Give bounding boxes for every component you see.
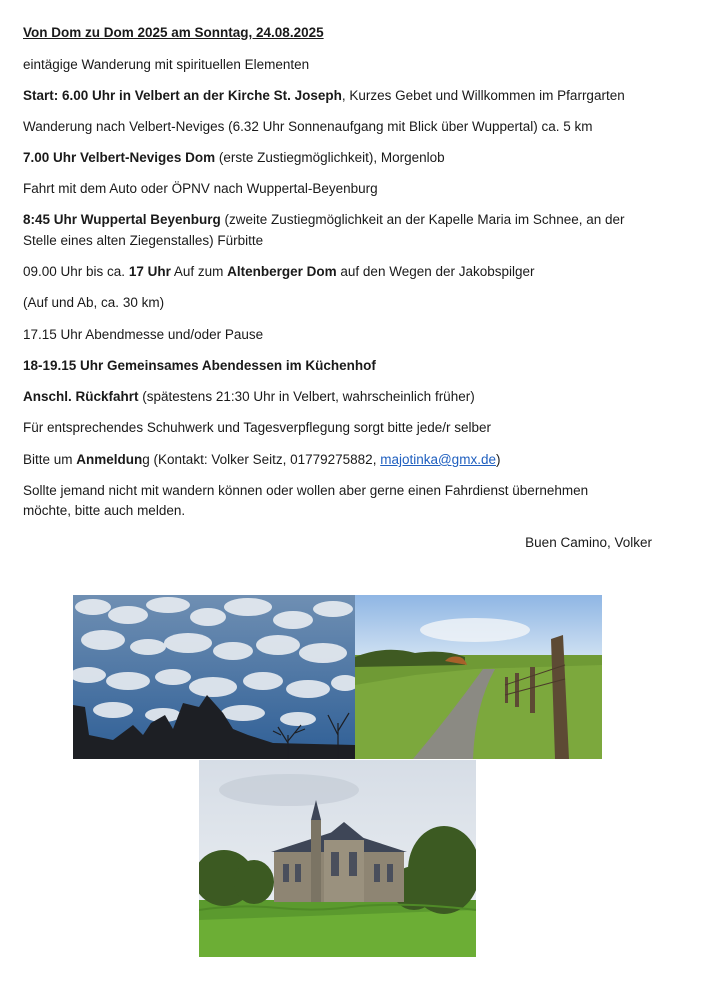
clouds-church-illustration xyxy=(73,595,355,759)
subtitle: eintägige Wanderung mit spirituellen Elementen xyxy=(23,57,310,72)
register-a: Bitte um xyxy=(23,452,77,467)
walk2-c: Auf zum xyxy=(170,264,228,279)
photo-clouds-church xyxy=(73,595,355,759)
email-link[interactable]: majotinka@gmx.de xyxy=(380,452,496,467)
return-line xyxy=(23,388,475,406)
walk2-e: auf den Wegen der Jakobspilger xyxy=(336,264,535,279)
photo-meadow-path xyxy=(355,595,602,759)
return-rest: (spätestens 21:30 Uhr in Velbert, wahrscheinlich früher) xyxy=(138,389,475,404)
register-line xyxy=(23,451,500,469)
beyenburg-line xyxy=(23,211,625,229)
walk2-line xyxy=(23,263,535,281)
register-c: g (Kontakt: Volker Seitz, 01779275882, xyxy=(142,452,381,467)
start-line xyxy=(23,87,625,105)
walk2-a: 09.00 Uhr bis ca. xyxy=(23,264,129,279)
walk2-d: Altenberger Dom xyxy=(227,264,337,279)
dinner-line: 18-19.15 Uhr Gemeinsames Abendessen im Küchenhof xyxy=(23,358,376,373)
gear-line: Für entsprechendes Schuhwerk und Tagesverpflegung sorgt bitte jede/r selber xyxy=(23,420,492,435)
drivers-line2: möchte, bitte auch melden. xyxy=(23,503,186,518)
drive-line: Fahrt mit dem Auto oder ÖPNV nach Wuppertal-Beyenburg xyxy=(23,181,378,196)
return-bold: Anschl. Rückfahrt xyxy=(23,389,139,404)
beyenburg-bold: 8:45 Uhr Wuppertal Beyenburg xyxy=(23,212,221,227)
neviges-line xyxy=(23,149,445,167)
start-bold: Start: 6.00 Uhr in Velbert an der Kirche St. Joseph xyxy=(23,88,342,103)
page-title: Von Dom zu Dom 2025 am Sonntag, 24.08.2025 xyxy=(23,25,324,40)
beyenburg-rest: (zweite Zustiegmöglichkeit an der Kapelle Maria im Schnee, an der xyxy=(220,212,625,227)
mass-line: 17.15 Uhr Abendmesse und/oder Pause xyxy=(23,327,264,342)
altenberger-dom-illustration xyxy=(199,760,476,957)
distance-line: (Auf und Ab, ca. 30 km) xyxy=(23,295,165,310)
register-b: Anmeldun xyxy=(76,452,143,467)
neviges-bold: 7.00 Uhr Velbert-Neviges Dom xyxy=(23,150,216,165)
start-rest: , Kurzes Gebet und Willkommen im Pfarrgarten xyxy=(341,88,625,103)
register-d: ) xyxy=(495,452,501,467)
neviges-rest: (erste Zustiegmöglichkeit), Morgenlob xyxy=(215,150,445,165)
drivers-line1: Sollte jemand nicht mit wandern können oder wollen aber gerne einen Fahrdienst übernehmen xyxy=(23,483,589,498)
photo-altenberger-dom xyxy=(199,760,476,957)
beyenburg-line2: Stelle eines alten Ziegenstalles) Fürbitte xyxy=(23,233,264,248)
walk1-line: Wanderung nach Velbert-Neviges (6.32 Uhr Sonnenaufgang mit Blick über Wuppertal) ca. 5 km xyxy=(23,119,593,134)
meadow-path-illustration xyxy=(355,595,602,759)
walk2-b: 17 Uhr xyxy=(128,264,171,279)
signoff: Buen Camino, Volker xyxy=(525,535,652,550)
